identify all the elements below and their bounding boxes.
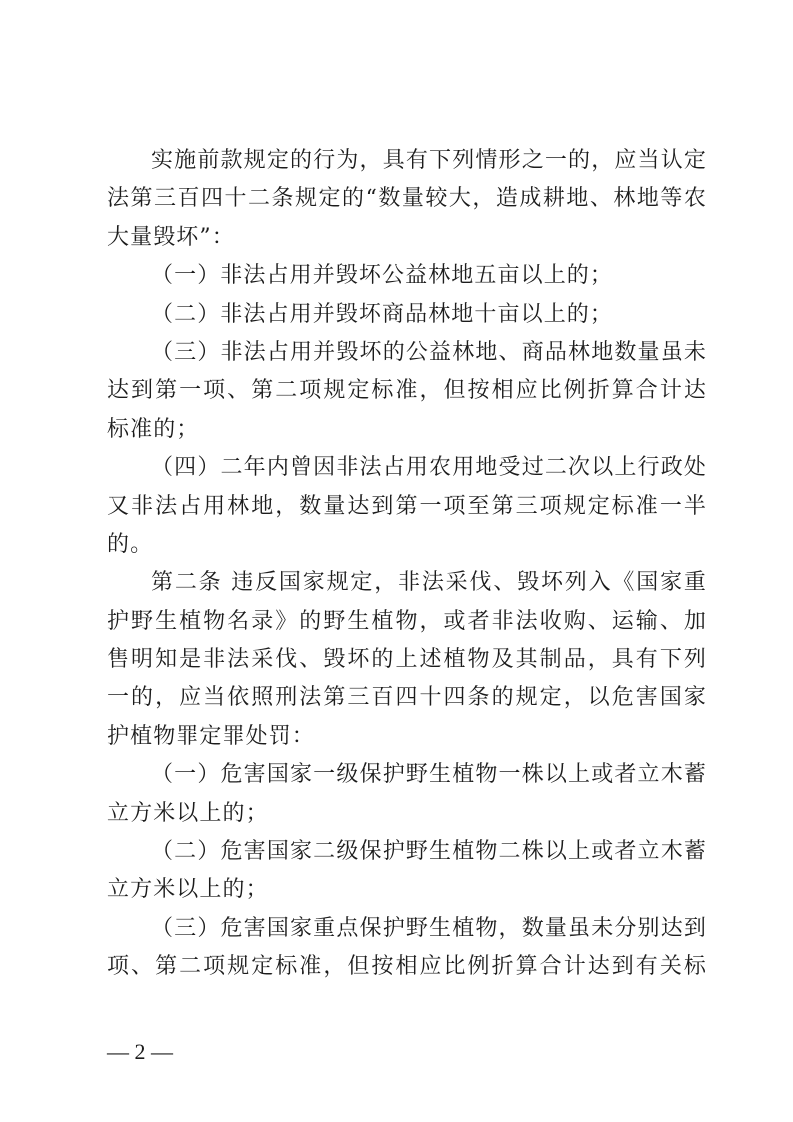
text-line: （四）二年内曾因非法占用农用地受过二次以上行政处 xyxy=(151,455,707,481)
text-line: （三）非法占用并毁坏的公益林地、商品林地数量虽未 xyxy=(151,339,707,365)
body-text xyxy=(107,142,707,987)
text-line: 护植物罪定罪处罚： xyxy=(107,723,315,749)
text-line: 达到第一项、第二项规定标准，但按相应比例折算合计达 xyxy=(107,378,707,404)
text-line: 标准的； xyxy=(107,416,200,442)
text-line: 实施前款规定的行为，具有下列情形之一的，应当认定 xyxy=(151,148,707,173)
text-line: （一）非法占用并毁坏公益林地五亩以上的； xyxy=(151,263,614,289)
text-line: （一）危害国家一级保护野生植物一株以上或者立木蓄 xyxy=(151,762,707,788)
text-line: 护野生植物名录》的野生植物，或者非法收购、运输、加 xyxy=(107,608,707,634)
text-line: 一的，应当依照刑法第三百四十四条的规定，以危害国家 xyxy=(107,685,707,711)
text-line: 又非法占用林地，数量达到第一项至第三项规定标准一半 xyxy=(107,493,707,519)
text-line: 法第三百四十二条规定的“数量较大，造成耕地、林地等农 xyxy=(107,186,707,212)
page-number: — 2 — xyxy=(107,1039,173,1064)
article-heading-line: 第二条 违反国家规定，非法采伐、毁坏列入《国家重 xyxy=(151,570,707,596)
text-line: 立方米以上的； xyxy=(107,800,269,826)
text-line: 立方米以上的； xyxy=(107,877,269,903)
text-line: 的。 xyxy=(107,531,154,557)
text-line: （二）非法占用并毁坏商品林地十亩以上的； xyxy=(151,301,614,327)
text-line: （二）危害国家二级保护野生植物二株以上或者立木蓄 xyxy=(151,839,707,865)
text-line: 大量毁坏”： xyxy=(107,224,235,250)
text-line: 售明知是非法采伐、毁坏的上述植物及其制品，具有下列 xyxy=(107,647,707,673)
text-line: （三）危害国家重点保护野生植物，数量虽未分别达到 xyxy=(151,915,707,941)
text-line: 项、第二项规定标准，但按相应比例折算合计达到有关标 xyxy=(107,954,707,980)
